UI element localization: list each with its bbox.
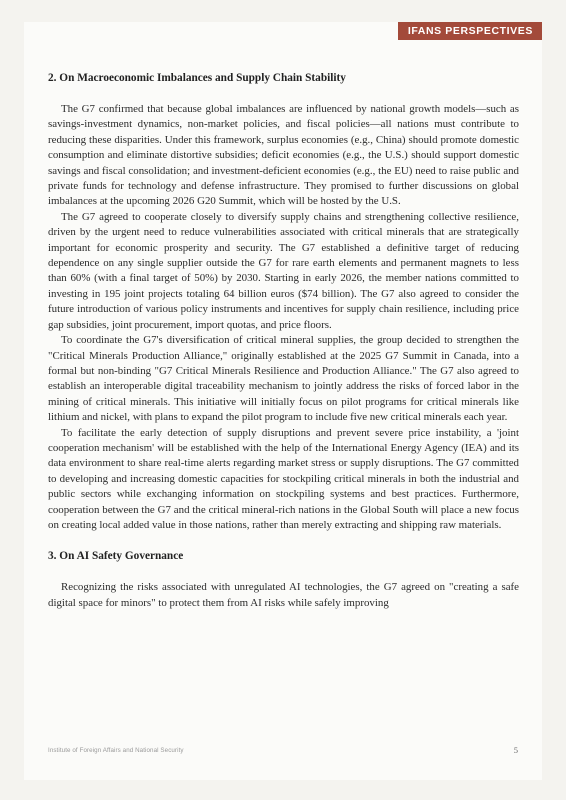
paragraph: The G7 confirmed that because global imbalances are influenced by national growth models—such as savings-investment dynamics, non-market policies, and fiscal policies—all nations must contribute to reducing these disparities. Under this framework, surplus economies (e.g., China) should promote domestic consumption and eliminate distortive subsidies; deficit economies (e.g., the U.S.) should support domestic savings and fiscal consolidation; and investment-deficient economies (e.g., the EU) need to raise public and private funds for technology and defense infrastructure. They promised to further discussions on global imbalances at the upcoming 2026 G20 Summit, which will be hosted by the U.S. — [48, 103, 519, 208]
paragraph: The G7 agreed to cooperate closely to diversify supply chains and strengthening collective resilience, driven by the urgent need to reduce vulnerabilities associated with critical minerals that are strategically important for economic prosperity and security. The G7 established a definitive target of reducing dependence on any single supplier outside the G7 for rare earth elements and permanent magnets to less than 60% (with a final target of 50%) by 2030. Starting in early 2026, the member nations committed to investing in 195 joint projects totaling 64 billion euros ($74 billion). The G7 also agreed to consider the future introduction of various policy instruments and incentives for supply chain resilience, including price gap subsidies, joint procurement, import quotas, and price floors. — [48, 210, 519, 331]
series-banner: IFANS PERSPECTIVES — [398, 22, 542, 40]
article-body — [48, 70, 519, 611]
page-number: 5 — [513, 745, 518, 755]
paragraph: To coordinate the G7's diversification of critical mineral supplies, the group decided to strengthen the "Critical Minerals Production Alliance," originally established at the 2025 G7 Summit in Canada, into a formal but non-binding "G7 Critical Minerals Resilience and Production Alliance." The G7 also agreed to establish an interoperable digital traceability mechanism to jointly address the risks of forced labor in the mining of critical minerals. This initiative will initially focus on pilot programs for critical minerals like lithium and nickel, with plans to expand the pilot program to include five new critical minerals each year. — [48, 334, 519, 424]
document-page — [24, 22, 542, 780]
paragraph: Recognizing the risks associated with unregulated AI technologies, the G7 agreed on "creating a safe digital space for minors" to protect them from AI risks while safely improving — [48, 581, 519, 609]
footer-institute: Institute of Foreign Affairs and National Security — [48, 747, 184, 754]
section-heading: 2. On Macroeconomic Imbalances and Supply Chain Stability — [48, 72, 346, 84]
section-heading: 3. On AI Safety Governance — [48, 550, 184, 563]
paragraph: To facilitate the early detection of supply disruptions and prevent severe price instability, a 'joint cooperation mechanism' will be established with the help of the International Energy Agency (IEA) and its data environment to share real-time alerts regarding market stress or supply disruptions. The G7 committed to developing and increasing domestic capacities for stockpiling critical minerals in both the industrial and public sectors while exchanging information on stockpiling systems and best practices. Furthermore, cooperation between the G7 and the critical mineral-rich nations in the Global South will place a new focus on creating local added value in those nations, rather than merely extracting and shipping raw materials. — [48, 426, 519, 531]
